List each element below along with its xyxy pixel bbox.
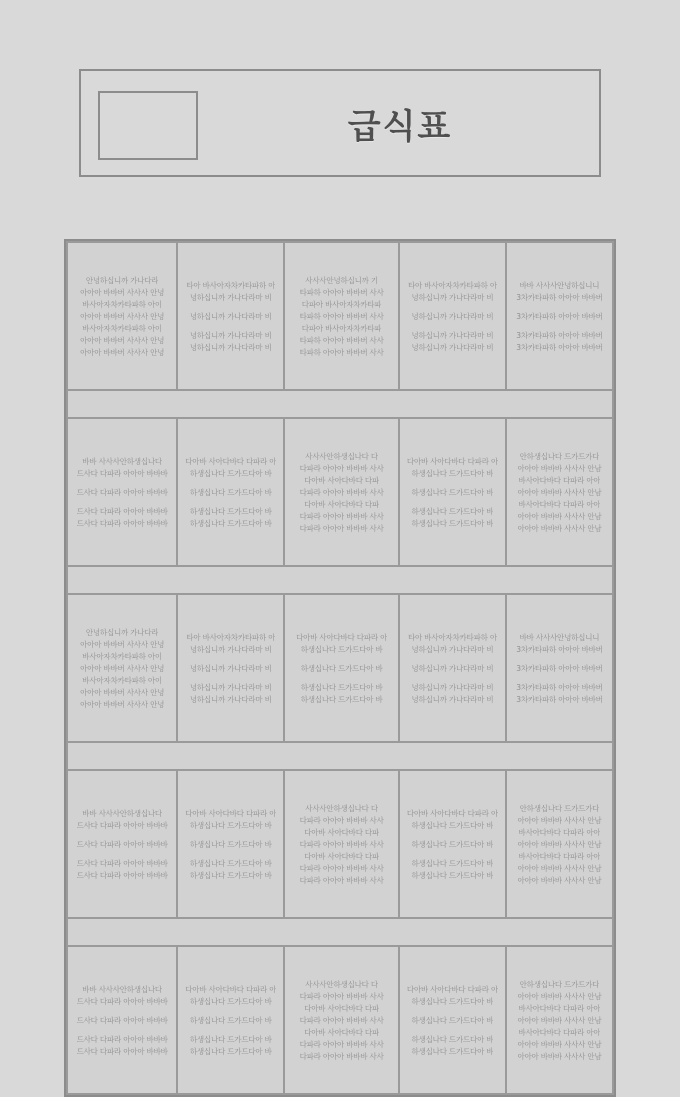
- menu-cell-line: 3차카타파하 아아아 바바버: [516, 694, 603, 704]
- menu-cell-line: 남안 사사사 바바바 아아아: [517, 463, 602, 473]
- menu-cell-line: 남안 사사사 바바바 아아아: [517, 523, 602, 533]
- menu-cell-line: 녕하십니까 가나다라마 비: [189, 663, 272, 673]
- menu-cell[interactable]: [506, 418, 613, 566]
- menu-cell-content: [507, 419, 612, 565]
- menu-cell-line: 타파하 아아아 바바버 사사: [299, 335, 384, 345]
- menu-cell-content: [507, 771, 612, 917]
- menu-cell-line: 녕하십니까 가나다라마 비: [411, 342, 494, 352]
- menu-cell[interactable]: [67, 946, 177, 1094]
- menu-cell-line: 바바바 아아아 라파다 다사드: [76, 996, 168, 1006]
- menu-cell-line: 바 아다드가드 다나십생하: [411, 1034, 494, 1044]
- menu-cell-line: 바바바 아아아 라파다 다사드: [76, 839, 168, 849]
- menu-cell-line: 타파하 아아아 바바버 사사: [299, 347, 384, 357]
- menu-cell-line: 아아 라파다 다바다아사바: [518, 851, 601, 861]
- menu-cell-line: 바바 사사사안녕하십니니: [519, 280, 600, 290]
- menu-cell-line: 바바바 아아아 라파다 다사드: [76, 518, 168, 528]
- menu-cell-content: [507, 595, 612, 741]
- menu-cell-line: 사사 바바바 아아아 라파다: [299, 1015, 384, 1025]
- menu-cell-line: 바바바 아아아 라파다 다사드: [76, 487, 168, 497]
- menu-cell-line: 바 아다드가드 다나십생하: [411, 858, 494, 868]
- menu-cell-line: 사사 바바바 아아아 라파다: [299, 839, 384, 849]
- table-spacer-cell: [67, 566, 613, 594]
- menu-cell-line: 다나십생하안사사사 바바: [82, 984, 162, 994]
- menu-cell-content: [68, 771, 176, 917]
- menu-cell-line: 아아 라파다 다바다아사바: [518, 1027, 601, 1037]
- menu-cell-line: 아아아 바바버 사사사 안녕: [80, 287, 165, 297]
- menu-cell-content: [285, 771, 398, 917]
- menu-cell-line: 사사 바바바 아아아 라파다: [299, 1051, 384, 1061]
- menu-cell-line: 아아아 바바버 사사사 안녕: [80, 335, 165, 345]
- menu-cell-content: [68, 419, 176, 565]
- menu-cell-line: 3차카타파하 아아아 바바버: [516, 292, 603, 302]
- table-row: [67, 594, 613, 742]
- menu-cell-content: [507, 947, 612, 1093]
- menu-cell-content: [400, 419, 505, 565]
- table-spacer-row: [67, 918, 613, 946]
- menu-cell-line: 타파하 아아아 바바버 사사: [299, 311, 384, 321]
- menu-cell-content: [400, 595, 505, 741]
- menu-cell-content: [285, 947, 398, 1093]
- menu-cell-line: 다 다나십생하안사사사: [305, 979, 378, 989]
- menu-cell-line: 타아 바사아자차카타파하 아: [408, 280, 497, 290]
- menu-cell-content: [178, 243, 283, 389]
- table-spacer-cell: [67, 390, 613, 418]
- menu-cell-line: 바 아다드가드 다나십생하: [189, 870, 272, 880]
- menu-cell-line: 타파하 아아아 바바버 사사: [299, 287, 384, 297]
- menu-cell-line: 바 아다드가드 다나십생하: [411, 1046, 494, 1056]
- menu-cell-line: 바 아다드가드 다나십생하: [411, 468, 494, 478]
- menu-cell-line: 녕하십니까 가나다라마 비: [411, 330, 494, 340]
- menu-cell-line: 타아 바사아자차카타파하 아: [186, 280, 276, 290]
- menu-cell-line: 아아 라파다 다바다아사바: [518, 827, 601, 837]
- menu-cell-line: 파다 다바다아사 바아다: [304, 1027, 380, 1037]
- menu-cell-line: 안녕하십니까 가나다라: [85, 275, 159, 285]
- menu-cell-content: [400, 243, 505, 389]
- menu-cell-line: 녕하십니까 가나다라마 비: [411, 311, 494, 321]
- menu-cell-line: 바 아다드가드 다나십생하: [189, 468, 272, 478]
- menu-cell-content: [285, 419, 398, 565]
- menu-cell-line: 다가드가드 다나십생하안: [519, 803, 600, 813]
- menu-cell-line: 아아아 바바버 사사사 안녕: [80, 687, 165, 697]
- menu-cell-line: 바 아다드가드 다나십생하: [411, 506, 494, 516]
- menu-cell[interactable]: [284, 418, 399, 566]
- menu-cell[interactable]: [284, 946, 399, 1094]
- menu-cell-line: 바 아다드가드 다나십생하: [300, 644, 383, 654]
- menu-cell[interactable]: [67, 418, 177, 566]
- menu-cell-line: 다파아 바사아자차카타파: [301, 299, 382, 309]
- menu-cell-line: 바바바 아아아 라파다 다사드: [76, 1034, 168, 1044]
- menu-cell-line: 녕하십니까 가나다라마 비: [189, 292, 272, 302]
- menu-cell[interactable]: [399, 770, 506, 918]
- menu-cell-content: [400, 771, 505, 917]
- menu-cell-line: 남안 사사사 바바바 아아아: [517, 1015, 602, 1025]
- menu-cell-line: 남안 사사사 바바바 아아아: [517, 839, 602, 849]
- menu-cell[interactable]: [506, 242, 613, 390]
- menu-cell-line: 바 아다드가드 다나십생하: [411, 820, 494, 830]
- menu-cell-line: 바바바 아아아 라파다 다사드: [76, 820, 168, 830]
- menu-cell[interactable]: [67, 242, 177, 390]
- menu-cell-line: 파다 다바다아사 바아다: [304, 475, 380, 485]
- menu-cell-line: 3차카타파하 아아아 바바버: [516, 330, 603, 340]
- table-row: [67, 946, 613, 1094]
- menu-cell-line: 바 아다드가드 다나십생하: [411, 996, 494, 1006]
- menu-cell-line: 바 아다드가드 다나십생하: [300, 663, 383, 673]
- menu-cell[interactable]: [506, 946, 613, 1094]
- menu-cell-line: 아 라파다 다바다아사 바아다: [296, 632, 388, 642]
- menu-cell-line: 바바바 아아아 라파다 다사드: [76, 468, 168, 478]
- menu-cell[interactable]: [399, 594, 506, 742]
- menu-cell-content: [178, 595, 283, 741]
- menu-cell-line: 바 아다드가드 다나십생하: [189, 506, 272, 516]
- menu-cell-line: 녕하십니까 가나다라마 비: [189, 342, 272, 352]
- menu-cell-line: 다나십생하안사사사 바바: [82, 456, 162, 466]
- menu-cell-line: 남안 사사사 바바바 아아아: [517, 511, 602, 521]
- menu-cell-line: 바 아다드가드 다나십생하: [411, 839, 494, 849]
- menu-cell-line: 바사아자차카타파하 아이: [82, 651, 162, 661]
- menu-cell-line: 바 아다드가드 다나십생하: [411, 1015, 494, 1025]
- menu-cell-line: 3차카타파하 아아아 바바버: [516, 663, 603, 673]
- menu-cell-line: 사사 바바바 아아아 라파다: [299, 991, 384, 1001]
- menu-cell-line: 녕하십니까 가나다라마 비: [411, 694, 494, 704]
- menu-cell-line: 바 아다드가드 다나십생하: [189, 1046, 272, 1056]
- menu-cell[interactable]: [506, 594, 613, 742]
- menu-cell-content: [285, 595, 398, 741]
- menu-cell-line: 바바바 아아아 라파다 다사드: [76, 1015, 168, 1025]
- menu-cell-line: 남안 사사사 바바바 아아아: [517, 487, 602, 497]
- menu-cell-line: 아 라파다 다바다아사 바아다: [406, 808, 498, 818]
- menu-cell-content: [68, 243, 176, 389]
- menu-cell-line: 3차카타파하 아아아 바바버: [516, 682, 603, 692]
- menu-cell-line: 아 라파다 다바다아사 바아다: [185, 808, 277, 818]
- menu-cell[interactable]: [177, 418, 284, 566]
- menu-cell-line: 바 아다드가드 다나십생하: [189, 1015, 272, 1025]
- menu-cell-line: 남안 사사사 바바바 아아아: [517, 1039, 602, 1049]
- menu-cell-line: 3차카타파하 아아아 바바버: [516, 644, 603, 654]
- menu-cell-line: 파다 다바다아사 바아다: [304, 851, 380, 861]
- menu-cell-line: 바 아다드가드 다나십생하: [300, 682, 383, 692]
- menu-cell-line: 파다 다바다아사 바아다: [304, 499, 380, 509]
- menu-cell[interactable]: [284, 594, 399, 742]
- menu-cell-line: 바바바 아아아 라파다 다사드: [76, 1046, 168, 1056]
- table-spacer-row: [67, 566, 613, 594]
- menu-cell-line: 사사 바바바 아아아 라파다: [299, 523, 384, 533]
- menu-cell-line: 바바바 아아아 라파다 다사드: [76, 870, 168, 880]
- menu-cell-line: 다 다나십생하안사사사: [305, 451, 378, 461]
- menu-cell-line: 아 라파다 다바다아사 바아다: [406, 456, 498, 466]
- menu-cell-line: 녕하십니까 가나다라마 비: [189, 644, 272, 654]
- menu-cell-line: 사사 바바바 아아아 라파다: [299, 815, 384, 825]
- menu-cell[interactable]: [67, 594, 177, 742]
- menu-cell-line: 바바바 아아아 라파다 다사드: [76, 858, 168, 868]
- menu-cell-line: 사사 바바바 아아아 라파다: [299, 463, 384, 473]
- table-spacer-row: [67, 390, 613, 418]
- menu-cell-line: 다 다나십생하안사사사: [305, 803, 378, 813]
- menu-table: [66, 241, 614, 1095]
- menu-cell-content: [178, 419, 283, 565]
- menu-cell-line: 타아 바사아자차카타파하 아: [186, 632, 276, 642]
- menu-cell[interactable]: [399, 418, 506, 566]
- menu-cell[interactable]: [177, 770, 284, 918]
- menu-cell-line: 바사아자차카타파하 아이: [82, 675, 162, 685]
- menu-cell-line: 사사 바바바 아아아 라파다: [299, 511, 384, 521]
- menu-cell-line: 아아아 바바버 사사사 안녕: [80, 663, 165, 673]
- menu-table-container: [64, 239, 616, 1097]
- menu-cell-line: 바 아다드가드 다나십생하: [300, 694, 383, 704]
- menu-cell-line: 남안 사사사 바바바 아아아: [517, 863, 602, 873]
- menu-cell-line: 남안 사사사 바바바 아아아: [517, 815, 602, 825]
- menu-cell-line: 남안 사사사 바바바 아아아: [517, 875, 602, 885]
- menu-cell-line: 사사 바바바 아아아 라파다: [299, 1039, 384, 1049]
- menu-cell[interactable]: [399, 946, 506, 1094]
- menu-cell-line: 바바바 아아아 라파다 다사드: [76, 506, 168, 516]
- menu-cell-line: 녕하십니까 가나다라마 비: [189, 311, 272, 321]
- menu-cell-line: 파다 다바다아사 바아다: [304, 1003, 380, 1013]
- page-title: 급식표: [347, 106, 453, 147]
- table-row: [67, 770, 613, 918]
- menu-cell-line: 안녕하십니까 가나다라: [85, 627, 159, 637]
- menu-cell-line: 바사아자차카타파하 아이: [82, 323, 162, 333]
- menu-cell-line: 녕하십니까 가나다라마 비: [189, 682, 272, 692]
- menu-cell-line: 사사 바바바 아아아 라파다: [299, 875, 384, 885]
- menu-cell-line: 아아아 바바버 사사사 안녕: [80, 699, 165, 709]
- menu-cell-line: 바 아다드가드 다나십생하: [411, 487, 494, 497]
- menu-cell-line: 바 아다드가드 다나십생하: [189, 858, 272, 868]
- menu-cell-line: 사사 바바바 아아아 라파다: [299, 863, 384, 873]
- menu-cell-content: [178, 947, 283, 1093]
- menu-cell-content: [285, 243, 398, 389]
- menu-cell-line: 사사 바바바 아아아 라파다: [299, 487, 384, 497]
- table-spacer-row: [67, 742, 613, 770]
- menu-cell-line: 녕하십니까 가나다라마 비: [411, 292, 494, 302]
- menu-cell-line: 파다 다바다아사 바아다: [304, 827, 380, 837]
- table-spacer-cell: [67, 918, 613, 946]
- menu-cell-line: 바 아다드가드 다나십생하: [189, 518, 272, 528]
- menu-cell[interactable]: [177, 594, 284, 742]
- menu-cell[interactable]: [284, 242, 399, 390]
- menu-cell-content: [68, 595, 176, 741]
- menu-cell[interactable]: [506, 770, 613, 918]
- menu-cell-line: 바사아자차카타파하 아이: [82, 299, 162, 309]
- menu-cell[interactable]: [177, 242, 284, 390]
- menu-cell-line: 아 라파다 다바다아사 바아다: [406, 984, 498, 994]
- menu-cell[interactable]: [67, 770, 177, 918]
- menu-cell-line: 아아아 바바버 사사사 안녕: [80, 639, 165, 649]
- menu-cell-line: 바 아다드가드 다나십생하: [189, 1034, 272, 1044]
- menu-cell-line: 바 아다드가드 다나십생하: [411, 870, 494, 880]
- menu-cell-line: 녕하십니까 가나다라마 비: [189, 694, 272, 704]
- menu-cell-line: 남안 사사사 바바바 아아아: [517, 1051, 602, 1061]
- menu-cell-line: 아 라파다 다바다아사 바아다: [185, 456, 277, 466]
- menu-cell-line: 아 라파다 다바다아사 바아다: [185, 984, 277, 994]
- menu-cell-line: 다파아 바사아자차카타파: [301, 323, 382, 333]
- menu-cell-line: 바 아다드가드 다나십생하: [189, 839, 272, 849]
- menu-cell[interactable]: [399, 242, 506, 390]
- menu-cell-content: [507, 243, 612, 389]
- menu-cell-content: [68, 947, 176, 1093]
- menu-cell-line: 녕하십니까 가나다라마 비: [411, 682, 494, 692]
- menu-cell-line: 아아 라파다 다바다아사바: [518, 1003, 601, 1013]
- menu-cell-line: 아아 라파다 다바다아사바: [518, 499, 601, 509]
- menu-cell-line: 타아 바사아자차카타파하 아: [408, 632, 497, 642]
- menu-cell-line: 남안 사사사 바바바 아아아: [517, 991, 602, 1001]
- menu-cell-line: 3차카타파하 아아아 바바버: [516, 342, 603, 352]
- menu-cell-content: [400, 947, 505, 1093]
- menu-cell-line: 바 아다드가드 다나십생하: [189, 487, 272, 497]
- menu-cell-line: 바 아다드가드 다나십생하: [411, 518, 494, 528]
- menu-cell-line: 아아 라파다 다바다아사바: [518, 475, 601, 485]
- menu-cell-line: 아아아 바바버 사사사 안녕: [80, 311, 165, 321]
- menu-cell-line: 바 아다드가드 다나십생하: [189, 820, 272, 830]
- menu-cell-content: [178, 771, 283, 917]
- table-row: [67, 418, 613, 566]
- header-banner: [79, 69, 601, 177]
- menu-cell[interactable]: [177, 946, 284, 1094]
- logo-placeholder: [98, 91, 198, 160]
- menu-cell-line: 다가드가드 다나십생하안: [519, 451, 600, 461]
- menu-cell[interactable]: [284, 770, 399, 918]
- menu-cell-line: 녕하십니까 가나다라마 비: [411, 644, 494, 654]
- menu-cell-line: 사사사안녕하십니까 기: [305, 275, 378, 285]
- menu-cell-line: 녕하십니까 가나다라마 비: [411, 663, 494, 673]
- table-row: [67, 242, 613, 390]
- menu-cell-line: 바바 사사사안녕하십니니: [519, 632, 600, 642]
- menu-cell-line: 아아아 바바버 사사사 안녕: [80, 347, 165, 357]
- menu-cell-line: 다가드가드 다나십생하안: [519, 979, 600, 989]
- menu-cell-line: 3차카타파하 아아아 바바버: [516, 311, 603, 321]
- menu-cell-line: 다나십생하안사사사 바바: [82, 808, 162, 818]
- menu-cell-line: 녕하십니까 가나다라마 비: [189, 330, 272, 340]
- table-spacer-cell: [67, 742, 613, 770]
- menu-cell-line: 바 아다드가드 다나십생하: [189, 996, 272, 1006]
